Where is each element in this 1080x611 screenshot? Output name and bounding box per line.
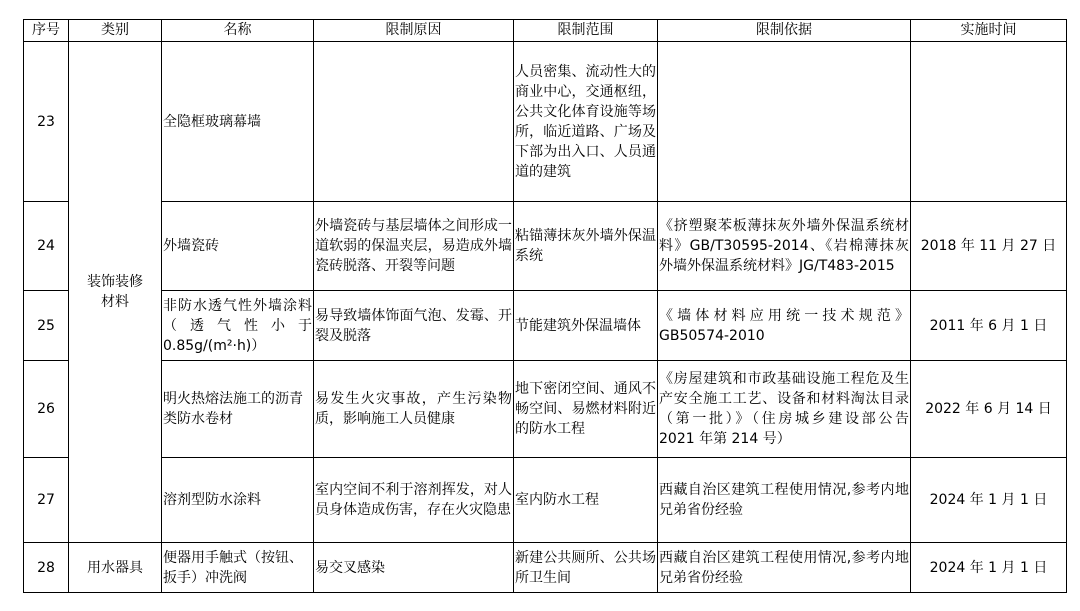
cell-name: 全隐框玻璃幕墙: [162, 42, 314, 202]
table-row: [24, 42, 1067, 202]
table-row: [24, 458, 1067, 543]
cell-date: 2022 年 6 月 14 日: [911, 361, 1067, 458]
header-scope: 限制范围: [514, 20, 658, 42]
table-row: [24, 361, 1067, 458]
cell-no: 27: [24, 458, 69, 543]
cell-name: 便器用手触式（按钮、扳手）冲洗阀: [162, 543, 314, 593]
cell-no: 28: [24, 543, 69, 593]
cell-date: [911, 42, 1067, 202]
cell-no: 26: [24, 361, 69, 458]
cell-category: 装饰装修 材料: [69, 42, 162, 543]
table-row: [24, 202, 1067, 291]
cell-basis: 《房屋建筑和市政基础设施工程危及生产安全施工工艺、设备和材料淘汰目录（第一批）》（住房城乡建设部公告 2021 年第 214 号）: [658, 361, 911, 458]
cell-name: 外墙瓷砖: [162, 202, 314, 291]
cell-name: 非防水透气性外墙涂料（透气性小于0.85g/(m²·h)）: [162, 291, 314, 361]
cell-no: 23: [24, 42, 69, 202]
cell-date: 2011 年 6 月 1 日: [911, 291, 1067, 361]
cell-date: 2024 年 1 月 1 日: [911, 543, 1067, 593]
cell-category: 用水器具: [69, 543, 162, 593]
table-row: [24, 543, 1067, 593]
cell-no: 25: [24, 291, 69, 361]
cell-reason: 易发生火灾事故，产生污染物质，影响施工人员健康: [314, 361, 514, 458]
header-category: 类别: [69, 20, 162, 42]
header-date: 实施时间: [911, 20, 1067, 42]
cell-basis: 西藏自治区建筑工程使用情况,参考内地兄弟省份经验: [658, 543, 911, 593]
cell-no: 24: [24, 202, 69, 291]
cell-scope: 节能建筑外保温墙体: [514, 291, 658, 361]
cell-basis: [658, 42, 911, 202]
cell-name: 明火热熔法施工的沥青类防水卷材: [162, 361, 314, 458]
cell-name: 溶剂型防水涂料: [162, 458, 314, 543]
cell-date: 2024 年 1 月 1 日: [911, 458, 1067, 543]
table-row: [24, 291, 1067, 361]
cell-basis: 西藏自治区建筑工程使用情况,参考内地兄弟省份经验: [658, 458, 911, 543]
header-reason: 限制原因: [314, 20, 514, 42]
restriction-table: [23, 19, 1067, 593]
header-no: 序号: [24, 20, 69, 42]
cell-reason: 易交叉感染: [314, 543, 514, 593]
cell-reason: 易导致墙体饰面气泡、发霉、开裂及脱落: [314, 291, 514, 361]
cell-reason: 室内空间不利于溶剂挥发，对人员身体造成伤害，存在火灾隐患: [314, 458, 514, 543]
header-row: [24, 20, 1067, 42]
cell-reason: [314, 42, 514, 202]
cell-scope: 粘锚薄抹灰外墙外保温系统: [514, 202, 658, 291]
cell-scope: 地下密闭空间、通风不畅空间、易燃材料附近的防水工程: [514, 361, 658, 458]
header-basis: 限制依据: [658, 20, 911, 42]
cell-basis: 《墙体材料应用统一技术规范》GB50574-2010: [658, 291, 911, 361]
cell-date: 2018 年 11 月 27 日: [911, 202, 1067, 291]
cell-scope: 室内防水工程: [514, 458, 658, 543]
cell-basis: 《挤塑聚苯板薄抹灰外墙外保温系统材料》GB/T30595-2014、《岩棉薄抹灰外墙外保温系统材料》JG/T483-2015: [658, 202, 911, 291]
cell-scope: 人员密集、流动性大的商业中心，交通枢纽，公共文化体育设施等场所，临近道路、广场及下部为出入口、人员通道的建筑: [514, 42, 658, 202]
cell-reason: 外墙瓷砖与基层墙体之间形成一道软弱的保温夹层，易造成外墙瓷砖脱落、开裂等问题: [314, 202, 514, 291]
header-name: 名称: [162, 20, 314, 42]
cell-scope: 新建公共厕所、公共场所卫生间: [514, 543, 658, 593]
